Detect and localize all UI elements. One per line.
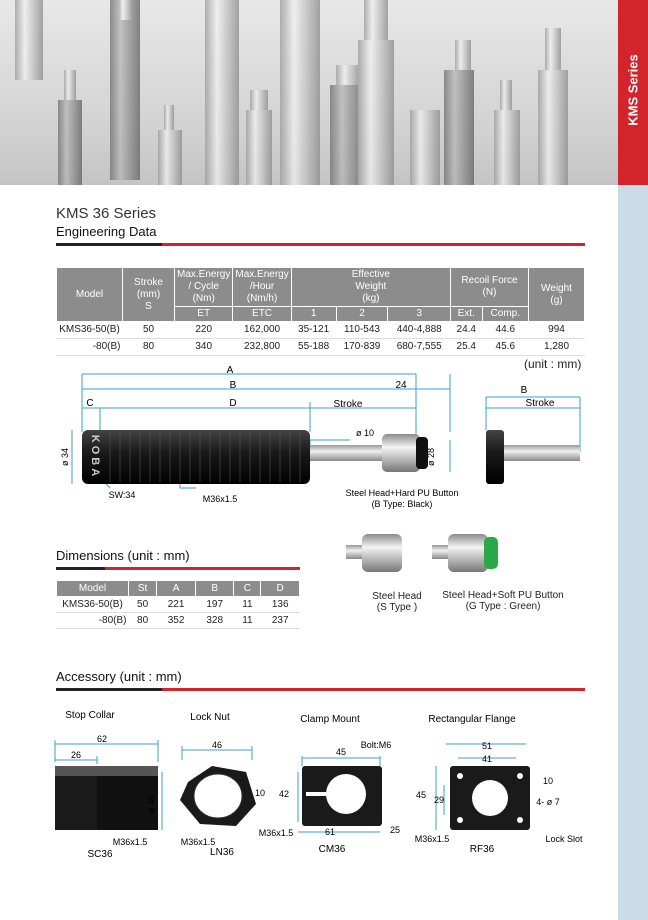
col-eff-l3: (kg) <box>362 293 380 304</box>
col-stroke-l2: (mm) <box>136 288 161 300</box>
cell: 44.6 <box>482 322 528 339</box>
cell: 136 <box>261 597 300 613</box>
dim-dia28: ø 28 <box>426 447 436 467</box>
col-eh-l1: Max.Energy <box>235 269 289 280</box>
cell: 80 <box>123 339 175 356</box>
cell: 220 <box>175 322 233 339</box>
col-eff-1: 1 <box>291 307 336 322</box>
s-type-l1: Steel Head <box>372 591 422 602</box>
cell: 340 <box>175 339 233 356</box>
col-model: Model <box>57 268 123 322</box>
cell: 11 <box>234 597 261 613</box>
rf-45: 45 <box>415 790 427 800</box>
piston-rod <box>310 445 390 461</box>
col-stroke-l1: Stroke <box>134 276 163 288</box>
accessory-drawings <box>40 700 600 865</box>
threaded-body <box>82 430 310 484</box>
cell: -80(B) <box>57 339 123 356</box>
dim-stroke-right: Stroke <box>525 398 555 409</box>
dimensions-title: Dimensions (unit : mm) <box>56 548 190 563</box>
dim-dia10: ø 10 <box>355 428 375 438</box>
lock-nut <box>180 766 256 826</box>
partial-rod <box>504 445 580 461</box>
rf-hole: 4- ø 7 <box>536 797 560 807</box>
cell: 55-188 <box>291 339 336 356</box>
col-eff-3: 3 <box>388 307 451 322</box>
shock-absorber-drawing <box>40 362 600 522</box>
ln-46: 46 <box>211 740 223 750</box>
clamp-mount <box>302 766 382 826</box>
cell: 440-4,888 <box>388 322 451 339</box>
cm-thread: M36x1.5 <box>258 828 294 838</box>
col-recoil-l1: Recoil Force <box>461 275 518 286</box>
table-row <box>57 322 585 339</box>
cell: 170-839 <box>336 339 388 356</box>
stop-collar <box>55 766 158 830</box>
sc-thread: M36x1.5 <box>112 837 148 847</box>
sc-62: 62 <box>96 734 108 744</box>
partial-body <box>486 430 504 484</box>
s-head <box>362 534 402 572</box>
col-eh-l3: (Nm/h) <box>246 293 278 304</box>
series-title: KMS 36 Series <box>56 205 157 222</box>
col-d: D <box>261 581 300 597</box>
cm-bolt: Bolt:M6 <box>360 740 392 750</box>
cell: 352 <box>157 613 196 629</box>
cell: 328 <box>195 613 234 629</box>
col-energy-hour <box>233 268 291 307</box>
rectangular-flange <box>450 766 530 830</box>
cell: 50 <box>123 322 175 339</box>
header-banner <box>0 0 618 185</box>
cell: 50 <box>129 597 157 613</box>
rf-thread: M36x1.5 <box>414 834 450 844</box>
sw-label: SW:34 <box>108 490 136 500</box>
rf-10: 10 <box>542 776 554 786</box>
cell: 25.4 <box>450 339 482 356</box>
cell: KMS36-50(B) <box>57 597 129 613</box>
lock-nut-title: Lock Nut <box>190 712 230 723</box>
g-type-l1: Steel Head+Soft PU Button <box>442 590 564 601</box>
cm-45: 45 <box>335 747 347 757</box>
cell: 197 <box>195 597 234 613</box>
col-a: A <box>157 581 196 597</box>
accessory-title: Accessory (unit : mm) <box>56 669 182 684</box>
cell: 80 <box>129 613 157 629</box>
cm-61: 61 <box>324 827 336 837</box>
cell: 221 <box>157 597 196 613</box>
side-tab <box>618 0 648 185</box>
col-stroke-l3: S <box>145 300 152 312</box>
cell: 1,280 <box>529 339 585 356</box>
unit-note: (unit : mm) <box>524 357 582 371</box>
g-type-label <box>428 590 578 612</box>
engineering-table <box>56 267 585 356</box>
col-ec-l2: / Cycle <box>188 281 219 292</box>
col-stroke <box>123 268 175 322</box>
cell: 24.4 <box>450 322 482 339</box>
head-variants <box>340 530 540 582</box>
cell: 162,000 <box>233 322 291 339</box>
cell: 994 <box>529 322 585 339</box>
col-st: St <box>129 581 157 597</box>
engineering-data-title: Engineering Data <box>56 224 157 239</box>
s-type-label <box>362 591 432 613</box>
col-etc: ETC <box>233 307 291 322</box>
brand-logo: KOBA <box>89 434 101 480</box>
sc-26: 26 <box>70 750 82 760</box>
g-head <box>448 534 488 572</box>
side-strip <box>618 185 648 920</box>
col-effective-weight <box>291 268 450 307</box>
product-photo <box>0 0 618 185</box>
rf-slot: Lock Slot <box>545 834 583 844</box>
col-ec-l1: Max.Energy <box>177 269 231 280</box>
cell: 110-543 <box>336 322 388 339</box>
col-ext: Ext. <box>450 307 482 322</box>
rf-51: 51 <box>481 741 493 751</box>
table-row <box>57 613 300 629</box>
rf-code: RF36 <box>469 844 495 855</box>
dim-stroke: Stroke <box>333 399 363 410</box>
cell: 45.6 <box>482 339 528 356</box>
flange-title: Rectangular Flange <box>428 714 516 725</box>
s-type-l2: (S Type ) <box>376 602 418 613</box>
steel-head <box>382 434 420 472</box>
col-eff-l2: Weight <box>355 281 387 292</box>
col-eh-l2: /Hour <box>249 281 275 292</box>
col-c: C <box>234 581 261 597</box>
cm-42: 42 <box>278 789 290 799</box>
cell: 232,800 <box>233 339 291 356</box>
sc-45: ø 45 <box>146 794 156 814</box>
cm-code: CM36 <box>318 844 346 855</box>
dim-b-right: B <box>520 385 528 396</box>
dimensions-table <box>56 580 300 629</box>
clamp-title: Clamp Mount <box>300 714 360 725</box>
b-type-label-1: Steel Head+Hard PU Button <box>345 488 459 498</box>
cell: 680-7,555 <box>388 339 451 356</box>
col-recoil <box>450 268 528 307</box>
col-energy-cycle <box>175 268 233 307</box>
col-b: B <box>195 581 234 597</box>
cell: 237 <box>261 613 300 629</box>
col-weight-l1: Weight <box>541 282 572 294</box>
dim-d: D <box>229 398 237 409</box>
col-model: Model <box>57 581 129 597</box>
col-ec-l3: (Nm) <box>192 293 215 304</box>
side-tab-label: KMS Series <box>625 54 641 126</box>
cell: KMS36-50(B) <box>57 322 123 339</box>
rf-29: 29 <box>433 795 445 805</box>
dim-24: 24 <box>395 380 407 391</box>
section-rule <box>56 688 585 691</box>
b-type-label-2: (B Type: Black) <box>371 499 433 509</box>
col-comp: Comp. <box>482 307 528 322</box>
ln-10: 10 <box>254 788 266 798</box>
dim-a: A <box>226 365 234 376</box>
col-et: ET <box>175 307 233 322</box>
ln-code: LN36 <box>210 847 234 858</box>
cell: -80(B) <box>57 613 129 629</box>
col-weight-l2: (g) <box>550 294 563 306</box>
rf-41: 41 <box>481 754 493 764</box>
col-weight <box>529 268 585 322</box>
col-eff-l1: Effective <box>351 269 390 280</box>
green-button <box>484 537 498 569</box>
cell: 35-121 <box>291 322 336 339</box>
sc-code: SC36 <box>87 849 113 860</box>
dim-b: B <box>229 380 237 391</box>
thread-label: M36x1.5 <box>202 494 238 504</box>
section-rule <box>56 243 585 246</box>
ln-thread: M36x1.5 <box>180 837 216 847</box>
cm-25: 25 <box>389 825 401 835</box>
g-type-l2: (G Type : Green) <box>465 601 541 612</box>
dim-c: C <box>86 398 94 409</box>
col-eff-2: 2 <box>336 307 388 322</box>
table-row <box>57 339 585 356</box>
dim-dia34: ø 34 <box>60 447 70 467</box>
cell: 11 <box>234 613 261 629</box>
stop-collar-title: Stop Collar <box>65 710 115 721</box>
col-recoil-l2: (N) <box>482 287 497 298</box>
section-rule <box>56 567 300 570</box>
table-row <box>57 597 300 613</box>
